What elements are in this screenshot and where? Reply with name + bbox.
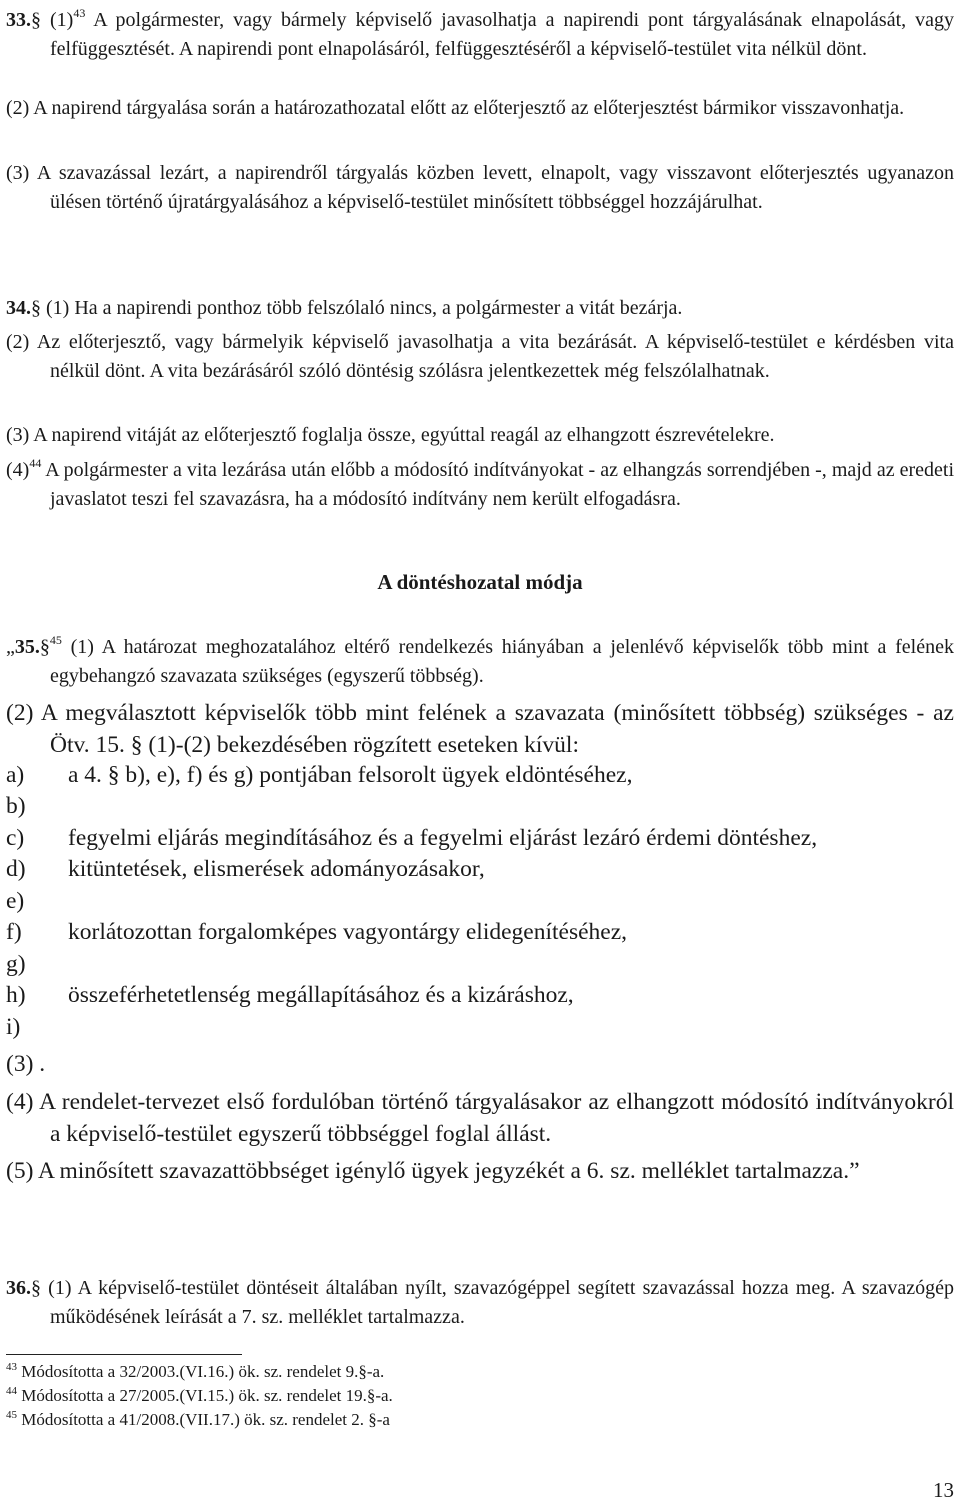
section-sign: §	[31, 1277, 41, 1299]
section-35-paragraph-3: (3) .	[6, 1051, 46, 1077]
section-34-paragraph-4: $(4)^{44}$ A polgármester a vita lezárása után előbb a módosító indítványokat - az elhangzás sorrendjében -, majd az eredeti javaslatot teszi fel szavazásra, ha a módosító indítvány nem került elfogadásra.	[6, 456, 954, 510]
footnote-ref-43: 43	[73, 6, 86, 20]
section-number: 34.	[6, 297, 31, 319]
list-item: e)	[6, 888, 25, 914]
list-item: b)	[6, 793, 26, 819]
list-item: c) fegyelmi eljárás megindításához és a fegyelmi eljárást lezáró érdemi döntéshez,	[6, 825, 818, 851]
list-item: h) összeférhetetlenség megállapításához és a kizáráshoz,	[6, 982, 574, 1008]
list-item: g)	[6, 951, 26, 977]
list-item: i)	[6, 1014, 21, 1040]
section-33-paragraph-1: 33.§ $(1)^{43}$ A polgármester, vagy bármely képviselő javasolhatja a napirendi pont tárgyalásának elnapolását, vagy felfüggesztését. A napirendi pont elnapolásáról, felfüggesztéséről a képviselő-testület vita nélkül dönt.	[6, 6, 955, 60]
section-35-paragraph-4: (4) A rendelet-tervezet első fordulóban történő tárgyalásakor az elhangzott módosító indítványokról a képviselő-testület egyszerű többséggel foglal állást.	[6, 1089, 954, 1147]
opening-quote: „	[6, 636, 15, 658]
footnote-43: $^{43}$ Módosította a 32/2003.(VI.16.) ök. sz. rendelet 9.§-a.	[6, 1361, 385, 1381]
section-number: 35.	[14, 636, 40, 658]
section-number: 33.	[6, 9, 31, 31]
footnote-ref-45: 45	[49, 633, 62, 647]
section-33-paragraph-3: (3) A szavazással lezárt, a napirendről tárgyalás közben levett, elnapolt, vagy visszavont előterjesztés ugyanazon ülésen történő újratárgyalásához a képviselő-testület minősített többséggel hozzájárulhat.	[6, 162, 954, 213]
section-34-paragraph-3: (3) A napirend vitáját az előterjesztő foglalja össze, egyúttal reagál az elhangzott észrevételekre.	[6, 424, 775, 446]
section-number: 36.	[6, 1277, 31, 1299]
footnote-44: $^{44}$ Módosította a 27/2005.(VI.15.) ök. sz. rendelet 19.§-a.	[6, 1385, 393, 1405]
section-sign: §	[39, 636, 50, 658]
section-33-paragraph-2: (2) A napirend tárgyalása során a határozathozatal előtt az előterjesztő az előterjesztést bármikor visszavonhatja.	[6, 97, 905, 119]
section-sign: §	[31, 297, 41, 319]
section-36-paragraph-1: 36.§ (1) A képviselő-testület döntéseit általában nyílt, szavazógéppel segített szavazással hozza meg. A szavazógép működésének leírását a 7. sz. melléklet tartalmazza.	[6, 1277, 954, 1328]
section-35-paragraph-5: (5) A minősített szavazattöbbséget igénylő ügyek jegyzékét a 6. sz. melléklet tartalmazza.”	[6, 1158, 860, 1184]
section-heading: A döntéshozatal módja	[377, 570, 583, 594]
section-35-paragraph-2: (2) A megválasztott képviselők több mint felének a szavazata (minősített többség) szükséges - az Ötv. 15. § (1)-(2) bekezdésében rögzített eseteken kívül:	[6, 700, 954, 758]
footnote-ref-44: 44	[29, 456, 42, 470]
list-item: d) kitüntetések, elismerések adományozásakor,	[6, 856, 485, 882]
page-number: 13	[933, 1478, 954, 1502]
list-item: a) a 4. § b), e), f) és g) pontjában felsorolt ügyek eldöntéséhez,	[6, 762, 633, 788]
list-item: f) korlátozottan forgalomképes vagyontárgy elidegenítéséhez,	[6, 919, 628, 945]
section-sign: §	[31, 9, 50, 31]
section-35-paragraph-1: „35.§$^{45}$ (1) A határozat meghozatalához eltérő rendelkezés hiányában a jelenlévő képviselők több mint a felének egybehangzó szavazata szükséges (egyszerű többség).	[6, 633, 954, 687]
footnote-45: $^{45}$ Módosította a 41/2008.(VII.17.) ök. sz. rendelet 2. §-a	[6, 1409, 390, 1429]
section-34-paragraph-2: (2) Az előterjesztő, vagy bármelyik képviselő javasolhatja a vita bezárását. A képviselő-testület e kérdésben vita nélkül dönt. A vita bezárásáról szóló döntésig szólásra jelentkezettek még felszólalhatnak.	[6, 331, 954, 382]
section-34-paragraph-1: 34.§ (1) Ha a napirendi ponthoz több felszólaló nincs, a polgármester a vitát bezárja.	[6, 297, 683, 319]
footnote-separator	[6, 1354, 242, 1355]
